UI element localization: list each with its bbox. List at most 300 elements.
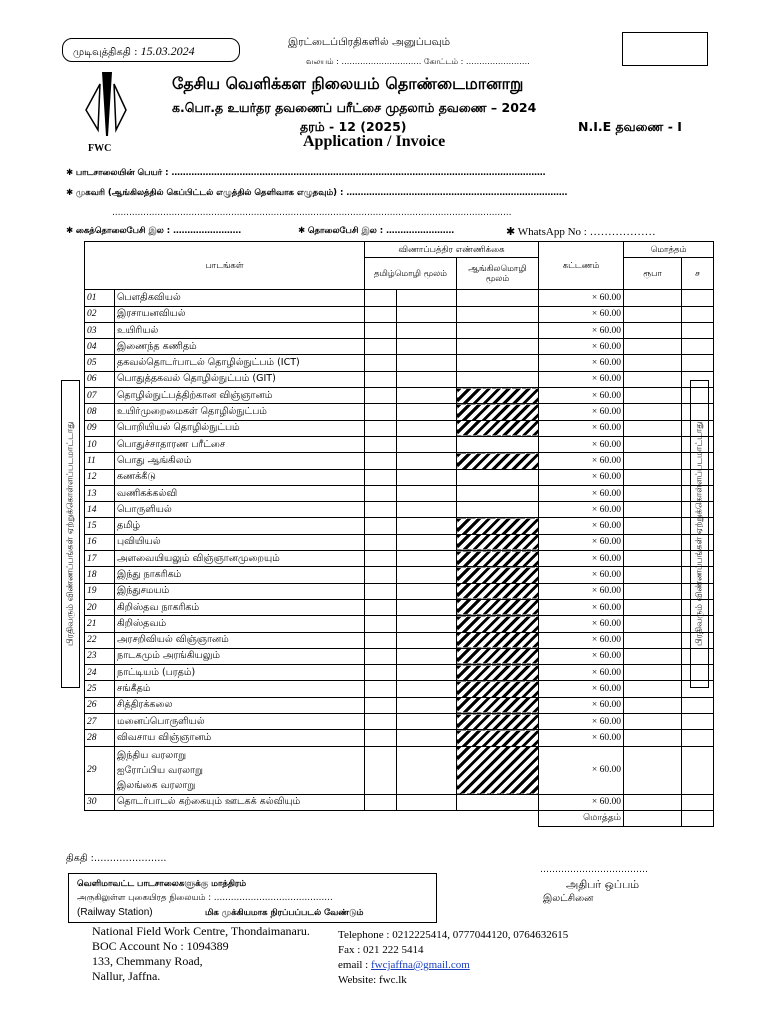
cents-cell[interactable]: [682, 599, 714, 615]
english-qty: [457, 746, 539, 794]
subject-name: இந்துசமயம்: [115, 583, 365, 599]
rupees-cell[interactable]: [624, 681, 682, 697]
row-number: 06: [85, 371, 115, 387]
address-field[interactable]: ✱ முகவரி (ஆங்கிலத்தில் கெப்பிட்டல் எழுத்தில் தெளிவாக எழுதவும்) : ……………………………………………………………………: [66, 188, 568, 198]
rupees-cell[interactable]: [624, 534, 682, 550]
tamil-qty-b[interactable]: [397, 404, 457, 420]
english-qty: [457, 599, 539, 615]
subject-name: நாட்டியம் (பரதம்): [115, 665, 365, 681]
rupees-cell[interactable]: [624, 339, 682, 355]
table-row: [85, 339, 714, 355]
subject-name: அரசறிவியல் விஞ்ஞானம்: [115, 632, 365, 648]
english-qty: [457, 567, 539, 583]
rupees-cell[interactable]: [624, 714, 682, 730]
tamil-qty-a[interactable]: [365, 697, 397, 713]
subject-name: இணைந்த கணிதம்: [115, 339, 365, 355]
row-number: 30: [85, 794, 115, 810]
tamil-qty-a[interactable]: [365, 746, 397, 794]
subject-name: கிறிஸ்தவம்: [115, 616, 365, 632]
table-row: [85, 794, 714, 810]
footer-email: [338, 958, 568, 973]
rupees-cell[interactable]: [624, 518, 682, 534]
tamil-qty-b[interactable]: [397, 697, 457, 713]
row-number: 28: [85, 730, 115, 746]
english-qty[interactable]: [457, 290, 539, 306]
fee-cell: × 60.00: [539, 746, 624, 794]
tamil-qty-a[interactable]: [365, 469, 397, 485]
side-note-left: பிரதிவரும் விண்ணப்பங்கள் ஏற்றுக்கொள்ளப்படமாட்டாது: [61, 380, 80, 688]
row-number: 23: [85, 648, 115, 664]
tamil-qty-a[interactable]: [365, 339, 397, 355]
history-subject: ஐரோப்பிய வரலாறு: [117, 764, 203, 776]
cents-cell[interactable]: [682, 583, 714, 599]
tamil-qty-b[interactable]: [397, 453, 457, 469]
subjects-header: பாடங்கள்: [85, 242, 365, 290]
fee-cell: × 60.00: [539, 388, 624, 404]
tamil-qty-b[interactable]: [397, 681, 457, 697]
tamil-qty-b[interactable]: [397, 322, 457, 338]
subject-name: பொது ஆங்கிலம்: [115, 453, 365, 469]
rupees-cell[interactable]: [624, 551, 682, 567]
row-number: 02: [85, 306, 115, 322]
logo-leaf-right: [114, 84, 126, 130]
tamil-qty-b[interactable]: [397, 485, 457, 501]
subject-name: பௌதிகவியல்: [115, 290, 365, 306]
rupees-cell[interactable]: [624, 616, 682, 632]
tamil-qty-b[interactable]: [397, 502, 457, 518]
footer-addr1: 133, Chemmany Road,: [92, 954, 203, 968]
cents-cell[interactable]: [682, 355, 714, 371]
english-qty[interactable]: [457, 436, 539, 452]
cents-cell[interactable]: [682, 746, 714, 794]
table-row: [85, 322, 714, 338]
tamil-qty-a[interactable]: [365, 485, 397, 501]
zone-line: வலயம் : ………………………… கோட்டம் : ……………………: [306, 57, 530, 66]
footer-telephone: Telephone : 0212225414, 0777044120, 0764632615: [338, 929, 569, 941]
tamil-qty-a[interactable]: [365, 306, 397, 322]
row-number: 03: [85, 322, 115, 338]
subject-name: கணக்கீடு: [115, 469, 365, 485]
tamil-qty-a[interactable]: [365, 436, 397, 452]
english-qty[interactable]: [457, 794, 539, 810]
email-label: email :: [338, 959, 371, 971]
tamil-qty-a[interactable]: [365, 355, 397, 371]
tamil-qty-b[interactable]: [397, 534, 457, 550]
tamil-qty-a[interactable]: [365, 518, 397, 534]
row-number: 11: [85, 453, 115, 469]
english-qty: [457, 551, 539, 567]
total-cents[interactable]: [682, 810, 714, 826]
cents-cell[interactable]: [682, 322, 714, 338]
tamil-qty-a[interactable]: [365, 681, 397, 697]
subject-name: பொதுச்சாதாரண பரீட்சை: [115, 436, 365, 452]
row-number: 29: [85, 746, 115, 794]
subject-name: அளவையியலும் விஞ்ஞானமுறையும்: [115, 551, 365, 567]
tamil-qty-a[interactable]: [365, 599, 397, 615]
deadline-label: முடிவுத்திகதி :: [73, 47, 138, 58]
rupees-cell[interactable]: [624, 290, 682, 306]
cents-cell[interactable]: [682, 632, 714, 648]
tamil-qty-b[interactable]: [397, 567, 457, 583]
signature-line[interactable]: ………………………………: [540, 865, 648, 875]
duplicate-note: இரட்டைப்பிரதிகளில் அனுப்பவும்: [288, 36, 451, 48]
english-qty[interactable]: [457, 322, 539, 338]
table-row: [85, 290, 714, 306]
total-blank: [85, 810, 539, 826]
address-cont[interactable]: ……………………………………………………………………………………………………………………………: [112, 208, 512, 218]
tamil-qty-b[interactable]: [397, 518, 457, 534]
cents-header: ச: [682, 258, 714, 290]
cents-cell[interactable]: [682, 404, 714, 420]
fee-cell: × 60.00: [539, 648, 624, 664]
fee-cell: × 60.00: [539, 469, 624, 485]
cents-cell[interactable]: [682, 534, 714, 550]
org-title: தேசிய வெளிக்கள நிலையம் தொண்டைமானாறு: [172, 74, 524, 93]
total-label: மொத்தம்: [539, 810, 624, 826]
english-qty: [457, 518, 539, 534]
rupees-cell[interactable]: [624, 306, 682, 322]
fee-cell: × 60.00: [539, 306, 624, 322]
fee-cell: × 60.00: [539, 518, 624, 534]
footer-org: National Field Work Centre, Thondaimanaru.: [92, 924, 310, 938]
cents-cell[interactable]: [682, 420, 714, 436]
table-row: [85, 502, 714, 518]
english-qty: [457, 730, 539, 746]
rupees-cell[interactable]: [624, 355, 682, 371]
deadline-date: 15.03.2024: [140, 44, 195, 58]
table-row: [85, 355, 714, 371]
english-qty: [457, 648, 539, 664]
tamil-qty-a[interactable]: [365, 730, 397, 746]
cents-cell[interactable]: [682, 665, 714, 681]
fee-cell: × 60.00: [539, 355, 624, 371]
footer-addr2: Nallur, Jaffna.: [92, 969, 161, 983]
table-row: [85, 306, 714, 322]
tamil-qty-a[interactable]: [365, 404, 397, 420]
cents-cell[interactable]: [682, 469, 714, 485]
row-number: 18: [85, 567, 115, 583]
tamil-qty-a[interactable]: [365, 794, 397, 810]
tamil-qty-b[interactable]: [397, 730, 457, 746]
address-label: முகவரி (ஆங்கிலத்தில் கெப்பிட்டல் எழுத்தில் தெளிவாக எழுதவும்) : ……………………………………………………………………: [75, 188, 568, 198]
fee-cell: × 60.00: [539, 534, 624, 550]
rupees-cell[interactable]: [624, 469, 682, 485]
cents-cell[interactable]: [682, 453, 714, 469]
rupees-cell[interactable]: [624, 420, 682, 436]
english-qty: [457, 714, 539, 730]
tamil-qty-a[interactable]: [365, 388, 397, 404]
tamil-qty-a[interactable]: [365, 322, 397, 338]
english-qty: [457, 681, 539, 697]
table-row: [85, 534, 714, 550]
cents-cell[interactable]: [682, 648, 714, 664]
tamil-qty-b[interactable]: [397, 355, 457, 371]
table-row: [85, 371, 714, 387]
fee-cell: × 60.00: [539, 502, 624, 518]
subject-name: தகவல்தொடர்பாடல் தொழில்நுட்பம் (ICT): [115, 355, 365, 371]
rupees-cell[interactable]: [624, 665, 682, 681]
fee-cell: × 60.00: [539, 339, 624, 355]
row-number: 13: [85, 485, 115, 501]
fee-cell: × 60.00: [539, 697, 624, 713]
subject-name: மனைப்பொருளியல்: [115, 714, 365, 730]
tamil-qty-b[interactable]: [397, 648, 457, 664]
tamil-qty-a[interactable]: [365, 534, 397, 550]
subject-name: பொதுத்தகவல் தொழில்நுட்பம் (GIT): [115, 371, 365, 387]
fee-cell: × 60.00: [539, 616, 624, 632]
rupees-cell[interactable]: [624, 322, 682, 338]
rupees-header: ரூபா: [624, 258, 682, 290]
row-number: 07: [85, 388, 115, 404]
phone-label: தொலைபேசி இல : ……………………: [307, 226, 455, 236]
tamil-qty-b[interactable]: [397, 290, 457, 306]
fee-cell: × 60.00: [539, 371, 624, 387]
english-qty[interactable]: [457, 469, 539, 485]
subject-name: சங்கீதம்: [115, 681, 365, 697]
rupees-cell[interactable]: [624, 567, 682, 583]
rupees-cell[interactable]: [624, 746, 682, 794]
total-rupees[interactable]: [624, 810, 682, 826]
row-number: 25: [85, 681, 115, 697]
cents-cell[interactable]: [682, 371, 714, 387]
tamil-qty-b[interactable]: [397, 339, 457, 355]
tamil-medium-header: தமிழ்மொழி மூலம்: [365, 258, 457, 290]
tamil-qty-b[interactable]: [397, 632, 457, 648]
english-qty[interactable]: [457, 371, 539, 387]
tamil-qty-a[interactable]: [365, 453, 397, 469]
school-name-field[interactable]: ✱ பாடசாலையின் பெயர் : ……………………………………………………………………………………………………………………: [66, 168, 546, 178]
cents-cell[interactable]: [682, 339, 714, 355]
table-row: [85, 681, 714, 697]
principal-signature-label: அதிபர் ஒப்பம்: [566, 878, 640, 891]
row-number: 15: [85, 518, 115, 534]
subject-name: விவசாய விஞ்ஞானம்: [115, 730, 365, 746]
english-qty[interactable]: [457, 339, 539, 355]
tamil-qty-b[interactable]: [397, 371, 457, 387]
english-qty: [457, 665, 539, 681]
tamil-qty-a[interactable]: [365, 567, 397, 583]
tamil-qty-a[interactable]: [365, 583, 397, 599]
mandatory-note: மிக முக்கியமாக நிரப்பப்படல் வேண்டும்: [205, 908, 364, 918]
tamil-qty-a[interactable]: [365, 551, 397, 567]
cents-cell[interactable]: [682, 567, 714, 583]
tamil-qty-b[interactable]: [397, 714, 457, 730]
tamil-qty-a[interactable]: [365, 714, 397, 730]
english-qty: [457, 420, 539, 436]
tamil-qty-b[interactable]: [397, 599, 457, 615]
subject-name: சித்திரக்கலை: [115, 697, 365, 713]
tamil-qty-a[interactable]: [365, 502, 397, 518]
english-qty[interactable]: [457, 502, 539, 518]
rupees-cell[interactable]: [624, 730, 682, 746]
note-title: வெளிமாவட்ட பாடசாலைகளுக்கு மாத்திரம்: [77, 879, 247, 889]
cents-cell[interactable]: [682, 616, 714, 632]
logo-pen-icon: [102, 72, 112, 136]
subject-name: புவியியல்: [115, 534, 365, 550]
tamil-qty-b[interactable]: [397, 420, 457, 436]
table-row: [85, 665, 714, 681]
table-row: [85, 518, 714, 534]
row-number: 14: [85, 502, 115, 518]
table-row: [85, 453, 714, 469]
english-qty: [457, 404, 539, 420]
tamil-qty-a[interactable]: [365, 665, 397, 681]
table-row-history: [85, 746, 714, 794]
footer-boc: BOC Account No : 1094389: [92, 939, 229, 953]
table-row: [85, 697, 714, 713]
rupees-cell[interactable]: [624, 436, 682, 452]
row-number: 05: [85, 355, 115, 371]
english-qty: [457, 616, 539, 632]
subject-name: பொறியியல் தொழில்நுட்பம்: [115, 420, 365, 436]
cents-cell[interactable]: [682, 518, 714, 534]
english-qty[interactable]: [457, 306, 539, 322]
whatsapp-label: WhatsApp No : ………………: [517, 226, 656, 238]
mobile-label: கைத்தொலைபேசி இல : ……………………: [75, 226, 242, 236]
english-qty: [457, 453, 539, 469]
table-row: [85, 485, 714, 501]
tamil-qty-b[interactable]: [397, 469, 457, 485]
row-number: 20: [85, 599, 115, 615]
nie-label: N.I.E தவணை - I: [578, 119, 682, 134]
footer-website: Website: fwc.lk: [338, 974, 407, 986]
tamil-qty-a[interactable]: [365, 648, 397, 664]
fee-cell: × 60.00: [539, 436, 624, 452]
deadline-box: [62, 38, 240, 62]
tamil-qty-a[interactable]: [365, 290, 397, 306]
history-subject: இலங்கை வரலாறு: [117, 779, 196, 791]
fee-cell: × 60.00: [539, 583, 624, 599]
mobile-field[interactable]: ✱ கைத்தொலைபேசி இல : ……………………: [66, 226, 242, 236]
row-number: 22: [85, 632, 115, 648]
table-row: [85, 730, 714, 746]
fee-cell: × 60.00: [539, 290, 624, 306]
subject-name: கிறிஸ்தவ நாகரிகம்: [115, 599, 365, 615]
whatsapp-field[interactable]: ✱ WhatsApp No : ………………: [506, 226, 656, 238]
row-number: 16: [85, 534, 115, 550]
rupees-cell[interactable]: [624, 485, 682, 501]
row-number: 09: [85, 420, 115, 436]
fee-cell: × 60.00: [539, 453, 624, 469]
tamil-qty-b[interactable]: [397, 388, 457, 404]
subject-name: வணிகக்கல்வி: [115, 485, 365, 501]
english-qty[interactable]: [457, 485, 539, 501]
subject-name: இந்து நாகரிகம்: [115, 567, 365, 583]
fee-cell: × 60.00: [539, 599, 624, 615]
rupees-cell[interactable]: [624, 371, 682, 387]
tamil-qty-a[interactable]: [365, 632, 397, 648]
cents-cell[interactable]: [682, 290, 714, 306]
fee-cell: × 60.00: [539, 794, 624, 810]
rupees-cell[interactable]: [624, 632, 682, 648]
cents-cell[interactable]: [682, 714, 714, 730]
table-row: [85, 420, 714, 436]
row-number: 24: [85, 665, 115, 681]
rupees-cell[interactable]: [624, 502, 682, 518]
table-row: [85, 648, 714, 664]
table-row: [85, 469, 714, 485]
cents-cell[interactable]: [682, 306, 714, 322]
cents-cell[interactable]: [682, 730, 714, 746]
row-number: 19: [85, 583, 115, 599]
rupees-cell[interactable]: [624, 404, 682, 420]
tamil-qty-b[interactable]: [397, 616, 457, 632]
rupees-cell[interactable]: [624, 648, 682, 664]
tamil-qty-a[interactable]: [365, 371, 397, 387]
tamil-qty-b[interactable]: [397, 436, 457, 452]
cents-cell[interactable]: [682, 551, 714, 567]
cents-cell[interactable]: [682, 794, 714, 810]
english-qty: [457, 388, 539, 404]
row-number: 26: [85, 697, 115, 713]
seal-label: இலட்சினை: [543, 893, 594, 904]
table-row: [85, 567, 714, 583]
subject-name: உயிர்முறைமைகள் தொழில்நுட்பம்: [115, 404, 365, 420]
cents-cell[interactable]: [682, 388, 714, 404]
table-row: [85, 551, 714, 567]
english-medium-header: ஆங்கிலமொழி மூலம்: [457, 258, 539, 290]
cents-cell[interactable]: [682, 485, 714, 501]
table-row: [85, 714, 714, 730]
english-qty: [457, 697, 539, 713]
fwc-logo: [78, 70, 134, 150]
row-number: 08: [85, 404, 115, 420]
phone-field[interactable]: ✱ தொலைபேசி இல : ……………………: [298, 226, 455, 236]
rupees-cell[interactable]: [624, 453, 682, 469]
subject-name: தொடர்பாடல் கற்கையும் ஊடகக் கல்வியும்: [115, 794, 365, 810]
fee-cell: × 60.00: [539, 404, 624, 420]
row-number: 04: [85, 339, 115, 355]
fee-cell: × 60.00: [539, 632, 624, 648]
row-number: 10: [85, 436, 115, 452]
rupees-cell[interactable]: [624, 583, 682, 599]
row-number: 12: [85, 469, 115, 485]
tamil-qty-b[interactable]: [397, 583, 457, 599]
row-number: 27: [85, 714, 115, 730]
english-qty: [457, 583, 539, 599]
table-row: [85, 599, 714, 615]
subject-name: தமிழ்: [115, 518, 365, 534]
rupees-cell[interactable]: [624, 599, 682, 615]
cents-cell[interactable]: [682, 502, 714, 518]
row-number: 21: [85, 616, 115, 632]
nearest-station-field[interactable]: அருகிலுள்ள புகையிரத நிலையம் : ……………………………………: [77, 893, 333, 903]
tamil-qty-b[interactable]: [397, 551, 457, 567]
cents-cell[interactable]: [682, 681, 714, 697]
logo-leaf-left: [86, 84, 100, 130]
total-row: [85, 810, 714, 826]
tamil-qty-b[interactable]: [397, 665, 457, 681]
cents-cell[interactable]: [682, 697, 714, 713]
index-box: [622, 32, 708, 66]
cents-cell[interactable]: [682, 436, 714, 452]
table-row: [85, 436, 714, 452]
tamil-qty-b[interactable]: [397, 794, 457, 810]
tamil-qty-b[interactable]: [397, 306, 457, 322]
english-qty[interactable]: [457, 355, 539, 371]
rupees-cell[interactable]: [624, 388, 682, 404]
tamil-qty-a[interactable]: [365, 616, 397, 632]
tamil-qty-a[interactable]: [365, 420, 397, 436]
rupees-cell[interactable]: [624, 794, 682, 810]
email-link[interactable]: fwcjaffna@gmail.com: [371, 959, 470, 971]
subject-name: இரசாயனவியல்: [115, 306, 365, 322]
table-row: [85, 616, 714, 632]
subject-name: பொருளியல்: [115, 502, 365, 518]
rupees-cell[interactable]: [624, 697, 682, 713]
date-field[interactable]: திகதி :…………………..: [66, 853, 167, 864]
tamil-qty-b[interactable]: [397, 746, 457, 794]
